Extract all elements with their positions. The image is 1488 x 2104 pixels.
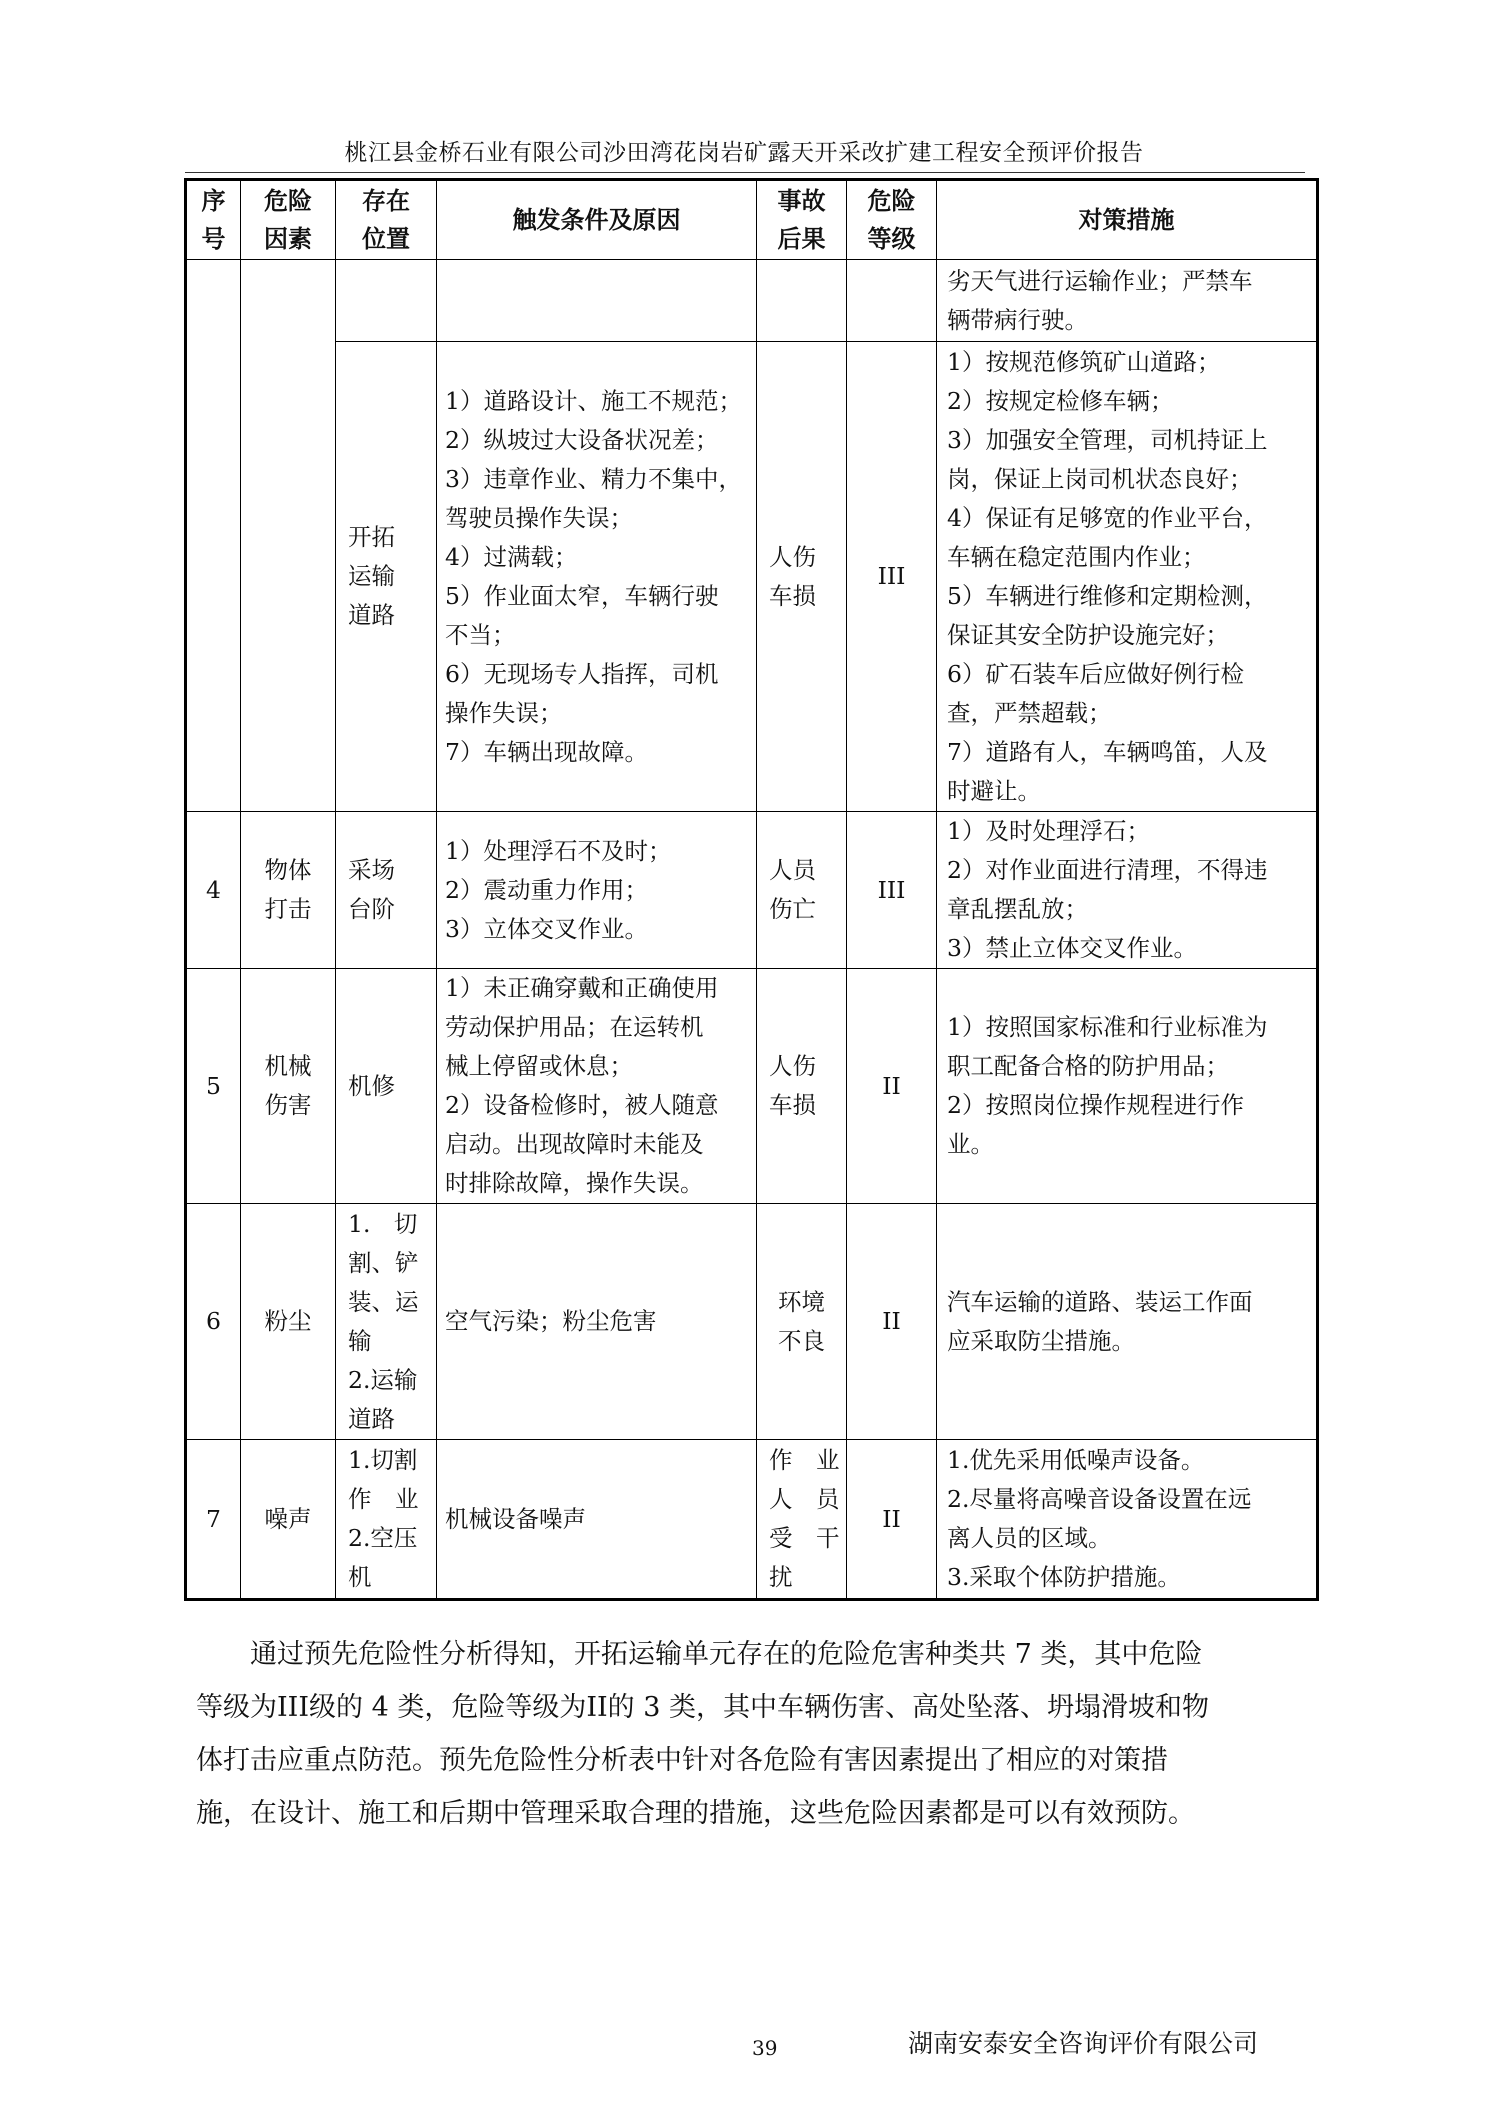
cell-hazard-continued [241,260,336,812]
cell-measures: 1）按规范修筑矿山道路； 2）按规定检修车辆； 3）加强安全管理，司机持证上 岗，保证上岗司机状态良好； 4）保证有足够宽的作业平台， 车辆在稳定范围内作业； 5）车辆进行维修和定期检测， 保证其安全防护设施完好； 6）矿石装车后应做好例行检 查，严禁超载； 7）道路有人，车辆鸣笛，人及 时避让。 [937,342,1318,812]
cell-hazard: 机械 伤害 [241,969,336,1204]
cell-hazard: 物体 打击 [241,812,336,969]
cell-level: III [847,812,937,969]
cell-consequence: 作 业 人 员 受 干 扰 [757,1440,847,1600]
header-rule [185,172,1305,173]
header-measures: 对策措施 [937,180,1318,260]
cell-seq: 5 [186,969,241,1204]
cell-hazard: 噪声 [241,1440,336,1600]
cell-conditions: 1）道路设计、施工不规范； 2）纵坡过大设备状况差； 3）违章作业、精力不集中， 驾驶员操作失误； 4）过满载； 5）作业面太窄，车辆行驶 不当； 6）无现场专人指挥，司机 操作失误； 7）车辆出现故障。 [437,342,757,812]
cell-measures: 汽车运输的道路、装运工作面 应采取防尘措施。 [937,1204,1318,1440]
paragraph-line: 体打击应重点防范。预先危险性分析表中针对各危险有害因素提出了相应的对策措 [196,1745,1168,1776]
cell-consequence: 环境 不良 [757,1204,847,1440]
cell-conditions: 1）处理浮石不及时； 2）震动重力作用； 3）立体交叉作业。 [437,812,757,969]
header-level: 危险 等级 [847,180,937,260]
cell-consequence: 人伤 车损 [757,969,847,1204]
cell-seq-continued [186,260,241,812]
cell-location: 1. 切 割、铲 装、运 输 2.运输 道路 [336,1204,437,1440]
cell-location: 机修 [336,969,437,1204]
cell-measures: 1.优先采用低噪声设备。 2.尽量将高噪音设备设置在远 离人员的区域。 3.采取个体防护措施。 [937,1440,1318,1600]
cell-conditions: 空气污染；粉尘危害 [437,1204,757,1440]
cell-location: 采场 台阶 [336,812,437,969]
header-seq: 序 号 [186,180,241,260]
hazard-analysis-table [184,178,1319,1601]
cell-seq: 7 [186,1440,241,1600]
cell-level: III [847,342,937,812]
header-location: 存在 位置 [336,180,437,260]
cell-consequence: 人伤 车损 [757,342,847,812]
cell-measures: 1）按照国家标准和行业标准为 职工配备合格的防护用品； 2）按照岗位操作规程进行作 业。 [937,969,1318,1204]
table-row [186,812,1318,969]
paragraph-line: 施，在设计、施工和后期中管理采取合理的措施，这些危险因素都是可以有效预防。 [196,1798,1195,1829]
header-consequence: 事故 后果 [757,180,847,260]
cell-conditions: 机械设备噪声 [437,1440,757,1600]
cell-seq: 4 [186,812,241,969]
table-header-row [186,180,1318,260]
page-number: 39 [752,2036,778,2060]
cell-conditions: 1）未正确穿戴和正确使用 劳动保护用品；在运转机 械上停留或休息； 2）设备检修时，被人随意 启动。出现故障时未能及 时排除故障，操作失误。 [437,969,757,1204]
table-row [186,1440,1318,1600]
cell-measures: 劣天气进行运输作业；严禁车 辆带病行驶。 [937,260,1318,342]
table-row [186,969,1318,1204]
cell-consequence [757,260,847,342]
footer-company: 湖南安泰安全咨询评价有限公司 [908,2029,1259,2058]
table-row-continuation [186,260,1318,342]
cell-hazard: 粉尘 [241,1204,336,1440]
cell-consequence: 人员 伤亡 [757,812,847,969]
paragraph-line: 等级为III级的 4 类，危险等级为II的 3 类，其中车辆伤害、高处坠落、坍塌滑坡和物 [196,1692,1210,1723]
cell-location [336,260,437,342]
header-conditions: 触发条件及原因 [437,180,757,260]
cell-seq: 6 [186,1204,241,1440]
table-row-road [186,342,1318,812]
cell-location: 开拓 运输 道路 [336,342,437,812]
cell-level [847,260,937,342]
page-header-title: 桃江县金桥石业有限公司沙田湾花岗岩矿露天开采改扩建工程安全预评价报告 [344,140,1144,166]
summary-paragraph [196,1628,1304,1840]
cell-measures: 1）及时处理浮石； 2）对作业面进行清理，不得违 章乱摆乱放； 3）禁止立体交叉作业。 [937,812,1318,969]
cell-level: II [847,1440,937,1600]
table-row [186,1204,1318,1440]
cell-location: 1.切割 作 业 2.空压 机 [336,1440,437,1600]
cell-level: II [847,1204,937,1440]
cell-level: II [847,969,937,1204]
paragraph-line: 通过预先危险性分析得知，开拓运输单元存在的危险危害种类共 7 类，其中危险 [196,1639,1203,1670]
cell-conditions [437,260,757,342]
header-hazard: 危险 因素 [241,180,336,260]
